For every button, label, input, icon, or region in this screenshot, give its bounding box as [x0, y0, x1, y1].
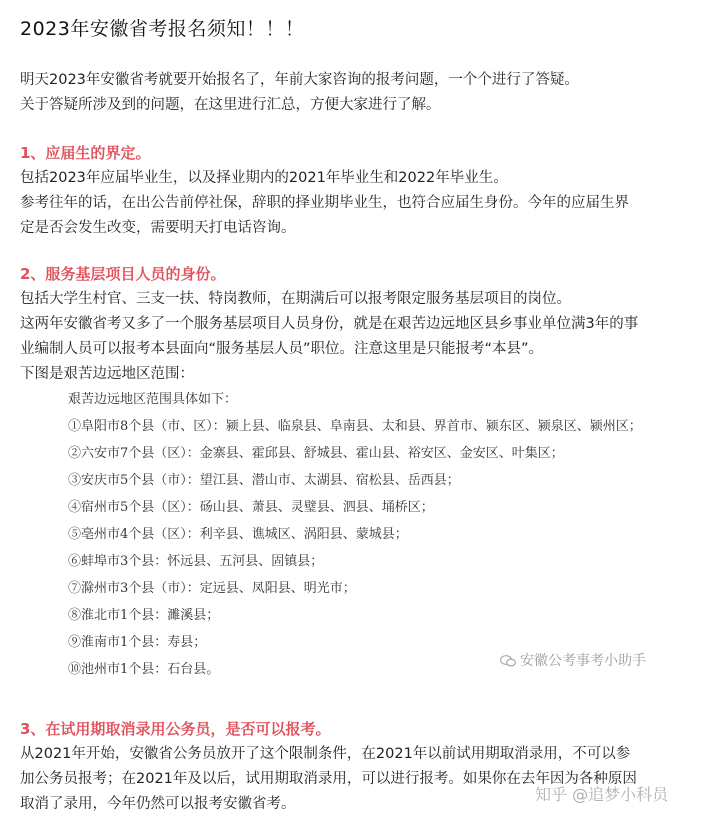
- inset-item: ③安庆市5个县（市）：望江县、潜山市、太湖县、宿松县、岳西县；: [68, 473, 460, 488]
- section-2: [20, 262, 710, 387]
- inset-item: ⑥蚌埠市3个县：怀远县、五河县、固镇县；: [68, 554, 324, 569]
- inset-item: ⑨淮南市1个县：寿县；: [68, 635, 207, 650]
- section-2-line: 包括大学生村官、三支一扶、特岗教师，在期满后可以报考限定服务基层项目的岗位。: [20, 291, 571, 307]
- section-2-line: 下图是艰苦边远地区范围：: [20, 366, 194, 382]
- section-3-heading: 3、在试用期取消录用公务员，是否可以报考。: [20, 720, 331, 738]
- intro-line: 明天2023年安徽省考就要开始报名了，年前大家咨询的报考问题，一个个进行了答疑。: [20, 72, 579, 88]
- page-title: 2023年安徽省考报名须知！！！: [20, 18, 305, 40]
- section-2-line: 业编制人员可以报考本县面向“服务基层人员”职位。注意这里是只能报考“本县”。: [20, 341, 544, 357]
- inset-item: ④宿州市5个县（区）：砀山县、萧县、灵璧县、泗县、埇桥区；: [68, 500, 434, 515]
- wechat-icon: [500, 655, 516, 667]
- section-1-line: 包括2023年应届毕业生，以及择业期内的2021年毕业生和2022年毕业生。: [20, 170, 508, 186]
- section-1-line: 定是否会发生改变，需要明天打电话咨询。: [20, 220, 296, 236]
- hardship-area-image: [60, 380, 700, 690]
- section-1-heading: 1、应届生的界定。: [20, 144, 151, 162]
- inset-watermark-text: 安徽公考事考小助手: [520, 653, 646, 669]
- section-2-heading: 2、服务基层项目人员的身份。: [20, 265, 226, 283]
- inset-item: ⑧淮北市1个县：濉溪县；: [68, 608, 220, 623]
- inset-item: ②六安市7个县（区）：金寨县、霍邱县、舒城县、霍山县、裕安区、金安区、叶集区；: [68, 446, 564, 461]
- section-3-line: 加公务员报考；在2021年及以后，试用期取消录用，可以进行报考。如果你在去年因为各种原因: [20, 771, 637, 787]
- section-2-line: 这两年安徽省考又多了一个服务基层项目人员身份，就是在艰苦边远地区县乡事业单位满3年的事: [20, 316, 639, 332]
- section-1-line: 参考往年的话，在出公告前停社保，辞职的择业期毕业生，也符合应届生身份。今年的应届生界: [20, 195, 629, 211]
- section-3-line: 取消了录用，今年仍然可以报考安徽省考。: [20, 796, 296, 812]
- inset-item: ⑤亳州市4个县（区）：利辛县、谯城区、涡阳县、蒙城县；: [68, 527, 408, 542]
- section-1: [20, 141, 710, 241]
- intro-paragraph: [20, 68, 710, 118]
- inset-heading: 艰苦边远地区范围具体如下：: [68, 392, 238, 407]
- inset-item: ⑩池州市1个县：石台县。: [68, 662, 220, 677]
- section-3-line: 从2021年开始，安徽省公务员放开了这个限制条件，在2021年以前试用期取消录用，不可以参: [20, 746, 631, 762]
- zhihu-watermark: 知乎 @追梦小科员: [535, 785, 669, 804]
- inset-item: ①阜阳市8个县（市、区）：颍上县、临泉县、阜南县、太和县、界首市、颍东区、颍泉区、颍州区；: [68, 419, 642, 434]
- inset-watermark: [500, 650, 646, 670]
- intro-line: 关于答疑所涉及到的问题，在这里进行汇总，方便大家进行了解。: [20, 97, 441, 113]
- inset-item: ⑦滁州市3个县（市）：定远县、凤阳县、明光市；: [68, 581, 356, 596]
